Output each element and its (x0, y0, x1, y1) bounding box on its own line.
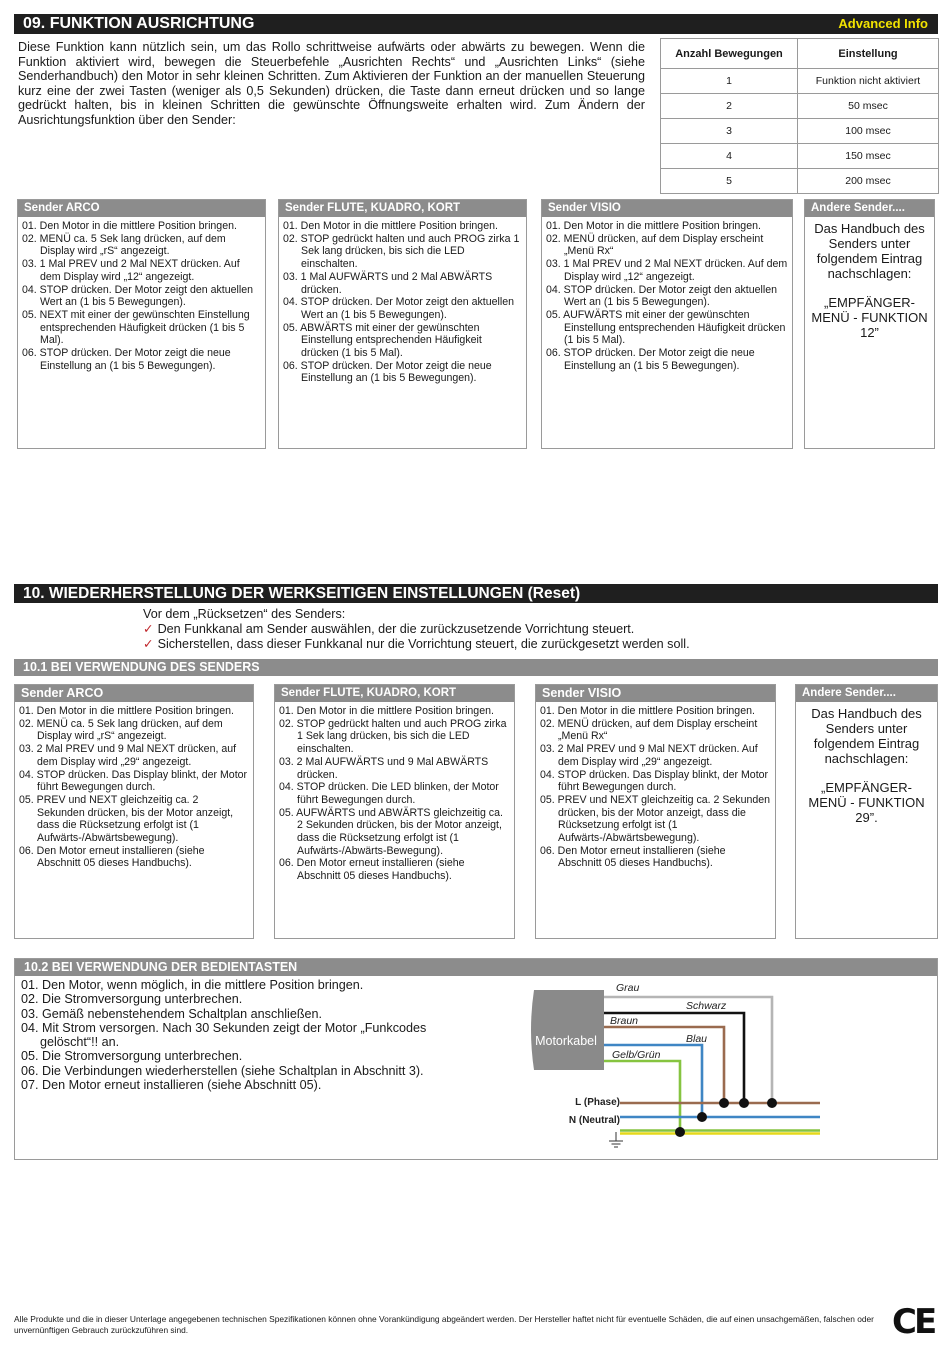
other-ref: „EMPFÄNGER-MENÜ - FUNKTION 12” (811, 295, 928, 340)
list-item: 01. Den Motor in die mittlere Position bringen. (546, 220, 761, 232)
junction-dot (719, 1098, 729, 1108)
table-cell: 5 (661, 169, 798, 194)
box-10-other (795, 684, 938, 939)
subsection-10-1-title: 10.1 BEI VERWENDUNG DES SENDERS (23, 660, 260, 674)
wire-label-brown: Braun (610, 1015, 639, 1027)
wire-label-blue: Blau (686, 1033, 708, 1045)
other-text: Das Handbuch des Senders unter folgendem Eintrag nachschlagen: (814, 221, 925, 281)
list-item: 06. Die Verbindungen wiederherstellen (siehe Schaltplan in Abschnitt 3). (21, 1063, 424, 1078)
list-item: 01. Den Motor in die mittlere Position bringen. (540, 705, 755, 717)
table-header-setting: Einstellung (798, 39, 939, 69)
table-cell: 200 msec (798, 169, 939, 194)
junction-dot (767, 1098, 777, 1108)
list-item: 01. Den Motor in die mittlere Position bringen. (283, 220, 498, 232)
list-item: 04. Mit Strom versorgen. Nach 30 Sekunden zeigt der Motor „Funkcodes gelöscht“!! an. (21, 1020, 427, 1050)
list-item: 02. STOP gedrückt halten und auch PROG zirka 1 Sek lang drücken, bis sich die LED einschalten. (279, 717, 507, 756)
table-cell: 100 msec (798, 119, 939, 144)
table-cell: 2 (661, 94, 798, 119)
list-item: 01. Den Motor in die mittlere Position bringen. (279, 705, 494, 717)
list-item: 02. MENÜ drücken, auf dem Display erscheint „Menü Rx“ (540, 717, 758, 743)
box-10-other-title: Andere Sender.... (796, 685, 937, 702)
table-cell: 1 (661, 69, 798, 94)
list-item: 02. Die Stromversorgung unterbrechen. (21, 992, 243, 1007)
list-item: 03. 1 Mal PREV und 2 Mal NEXT drücken. Auf dem Display wird „12“ angezeigt. (22, 258, 240, 283)
list-item: 02. STOP gedrückt halten und auch PROG zirka 1 Sek lang drücken, bis sich die LED einschalten. (283, 232, 520, 271)
list-item: 01. Den Motor in die mittlere Position bringen. (19, 705, 234, 717)
section-09-intro: Diese Funktion kann nützlich sein, um das Rollo schrittweise aufwärts oder abwärts zu bewegen. Wenn die Funktion aktiviert wird, bewegen die Steuerbefehle „Ausrichten Rechts“ und „Ausrichten Links“ (siehe Senderhandbuch) den Motor in sehr kleinen Schritten. Zum Aktivieren der Funktion an der manuellen Steuerung kurz eine der zwei Tasten (weniger als 0,5 Sekunden) drücken, die Taste dann erneut drücken und so lange gedrückt halten, bis in kleinen Schritten die gewünschte Öffnungsweite erhalten wird. Zum Ändern der Ausrichtungsfunktion über den Sender: (18, 40, 645, 127)
wire-label-grey: Grau (616, 982, 640, 994)
list-item: 04. STOP drücken. Der Motor zeigt den aktuellen Wert an (1 bis 5 Bewegungen). (22, 283, 254, 309)
junction-dot (739, 1098, 749, 1108)
subsection-10-2-header (15, 959, 937, 976)
list-item: 02. MENÜ ca. 5 Sek lang drücken, auf dem Display wird „rS“ angezeigt. (19, 717, 223, 743)
table-row (661, 169, 939, 194)
junction-dot (675, 1127, 685, 1137)
list-item: 03. 2 Mal PREV und 9 Mal NEXT drücken. Auf dem Display wird „29“ angezeigt. (540, 743, 758, 768)
table-cell: 4 (661, 144, 798, 169)
box-09-other-title: Andere Sender.... (805, 200, 934, 217)
other-text: Das Handbuch des Senders unter folgendem Eintrag nachschlagen: (811, 706, 922, 766)
box-10-visio (535, 684, 776, 939)
ce-mark: CE (892, 1302, 935, 1342)
list-item: 06. STOP drücken. Der Motor zeigt die neue Einstellung an (1 bis 5 Bewegungen). (546, 347, 755, 372)
list-item: 05. NEXT mit einer der gewünschten Einstellung entsprechenden Häufigkeit drücken (1 bis 5 Mal). (22, 308, 250, 347)
list-item: 04. STOP drücken. Das Display blinkt, der Motor führt Bewegungen durch. (19, 768, 248, 794)
section-10-header (14, 584, 938, 603)
advanced-info-badge: Advanced Info (838, 16, 928, 31)
section-10-title: 10. WIEDERHERSTELLUNG DER WERKSEITIGEN EINSTELLUNGEN (Reset) (23, 585, 581, 602)
table-row (661, 119, 939, 144)
table-cell: 3 (661, 119, 798, 144)
motor-cable-body (531, 990, 604, 1070)
table-cell: 150 msec (798, 144, 939, 169)
box-09-other (804, 199, 935, 449)
box-09-visio-title: Sender VISIO (542, 200, 792, 217)
list-item: 03. 2 Mal AUFWÄRTS und 9 Mal ABWÄRTS drücken. (279, 755, 489, 781)
box-10-arco (14, 684, 254, 939)
table-cell: Funktion nicht aktiviert (798, 69, 939, 94)
table-header-movements: Anzahl Bewegungen (661, 39, 798, 69)
list-item: 06. Den Motor erneut installieren (siehe Abschnitt 05 dieses Handbuchs). (540, 844, 726, 870)
list-item: 03. Gemäß nebenstehendem Schaltplan anschließen. (21, 1006, 323, 1021)
check-icon: ✓ (143, 622, 154, 637)
list-item: 06. STOP drücken. Der Motor zeigt die neue Einstellung an (1 bis 5 Bewegungen). (22, 347, 231, 372)
list-item: 01. Den Motor, wenn möglich, in die mittlere Position bringen. (21, 978, 364, 992)
list-item: 04. STOP drücken. Die LED blinken, der Motor führt Bewegungen durch. (279, 781, 499, 806)
box-10-visio-title: Sender VISIO (536, 685, 775, 702)
table-row (661, 94, 939, 119)
list-item: 07. Den Motor erneut installieren (siehe Abschnitt 05). (21, 1078, 322, 1093)
section-09-title: 09. FUNKTION AUSRICHTUNG (23, 15, 255, 32)
section-09-header (14, 14, 938, 34)
other-ref: „EMPFÄNGER-MENÜ - FUNKTION 29”. (808, 780, 925, 825)
list-item: 03. 1 Mal PREV und 2 Mal NEXT drücken. Auf dem Display wird „12“ angezeigt. (546, 258, 788, 283)
pre-text: Vor dem „Rücksetzen“ des Senders: (143, 607, 346, 621)
table-row (661, 144, 939, 169)
list-item: 04. STOP drücken. Der Motor zeigt den aktuellen Wert an (1 bis 5 Bewegungen). (283, 296, 515, 321)
junction-dot (697, 1112, 707, 1122)
check-text: Sicherstellen, dass dieser Funkkanal nur die Vorrichtung steuert, die zurückgesetzt werden soll. (157, 637, 690, 652)
settings-table (660, 38, 939, 194)
list-item: 06. Den Motor erneut installieren (siehe Abschnitt 05 dieses Handbuchs). (279, 857, 465, 883)
list-item: 05. Die Stromversorgung unterbrechen. (21, 1049, 243, 1064)
subsection-10-2-title: 10.2 BEI VERWENDUNG DER BEDIENTASTEN (24, 960, 298, 974)
list-item: 06. Den Motor erneut installieren (siehe Abschnitt 05 dieses Handbuchs). (19, 844, 205, 870)
list-item: 02. MENÜ ca. 5 Sek lang drücken, auf dem Display wird „rS“ angezeigt. (22, 232, 226, 258)
check-item (143, 637, 690, 652)
list-item: 03. 1 Mal AUFWÄRTS und 2 Mal ABWÄRTS drücken. (283, 270, 493, 296)
box-10-arco-title: Sender ARCO (15, 685, 253, 702)
wiring-diagram (520, 975, 840, 1155)
list-item: 05. PREV und NEXT gleichzeitig ca. 2 Sekunden drücken, bis der Motor anzeigt, dass die Rücksetzung erfolgt ist (1 Aufwärts-/Abwärtsbewegung). (540, 793, 771, 845)
list-item: 06. STOP drücken. Der Motor zeigt die neue Einstellung an (1 bis 5 Bewegungen). (283, 359, 492, 385)
list-item: 05. ABWÄRTS mit einer der gewünschten Einstellung entsprechenden Häufigkeit drücken (1 bis 5 Mal). (283, 321, 482, 360)
list-item: 01. Den Motor in die mittlere Position bringen. (22, 220, 237, 232)
list-item: 03. 2 Mal PREV und 9 Mal NEXT drücken, auf dem Display wird „29“ angezeigt. (19, 743, 237, 768)
box-09-arco (17, 199, 266, 449)
motor-cable-label: Motorkabel (535, 1034, 597, 1048)
label-phase: L (Phase) (575, 1097, 620, 1108)
list-item: 05. AUFWÄRTS und ABWÄRTS gleichzeitig ca. 2 Sekunden drücken, bis der Motor anzeigt, dass die Rücksetzung erfolgt ist (1 Aufwärts-/Abwärts-Bewegung). (279, 806, 503, 857)
box-09-flute-title: Sender FLUTE, KUADRO, KORT (279, 200, 526, 217)
check-icon: ✓ (143, 637, 154, 652)
list-item: 04. STOP drücken. Der Motor zeigt den aktuellen Wert an (1 bis 5 Bewegungen). (546, 283, 778, 309)
table-cell: 50 msec (798, 94, 939, 119)
wire-label-yellow-green: Gelb/Grün (612, 1049, 661, 1061)
list-item: 02. MENÜ drücken, auf dem Display erscheint „Menü Rx“ (546, 232, 764, 258)
check-item (143, 622, 690, 637)
box-09-arco-title: Sender ARCO (18, 200, 265, 217)
box-10-flute (274, 684, 515, 939)
box-10-flute-title: Sender FLUTE, KUADRO, KORT (275, 685, 514, 702)
box-09-visio (541, 199, 793, 449)
footer-disclaimer: Alle Produkte und die in dieser Unterlage angegebenen technischen Spezifikationen können ohne Vorankündigung abgeändert werden. Der Hersteller haftet nicht für eventuelle Schäden, die auf einen unsachgemäßen, falschen oder unvernünftigen Gebrauch zurückzuführen sind. (14, 1314, 874, 1335)
list-item: 05. PREV und NEXT gleichzeitig ca. 2 Sekunden drücken, bis der Motor anzeigt, dass die Rücksetzung erfolgt ist (1 Aufwärts-/Abwärtsbewegung). (19, 793, 234, 845)
table-row (661, 69, 939, 94)
wire-label-black: Schwarz (686, 1000, 727, 1012)
box-09-flute (278, 199, 527, 449)
section-10-pre (143, 607, 690, 653)
check-text: Den Funkkanal am Sender auswählen, der die zurückzusetzende Vorrichtung steuert. (157, 622, 635, 637)
list-item: 05. AUFWÄRTS mit einer der gewünschten Einstellung entsprechenden Häufigkeit drücken (1 bis 5 Mal). (546, 308, 786, 347)
label-neutral: N (Neutral) (568, 1115, 620, 1126)
list-item: 04. STOP drücken. Das Display blinkt, der Motor führt Bewegungen durch. (540, 768, 769, 794)
subsection-10-1-header (14, 659, 938, 676)
